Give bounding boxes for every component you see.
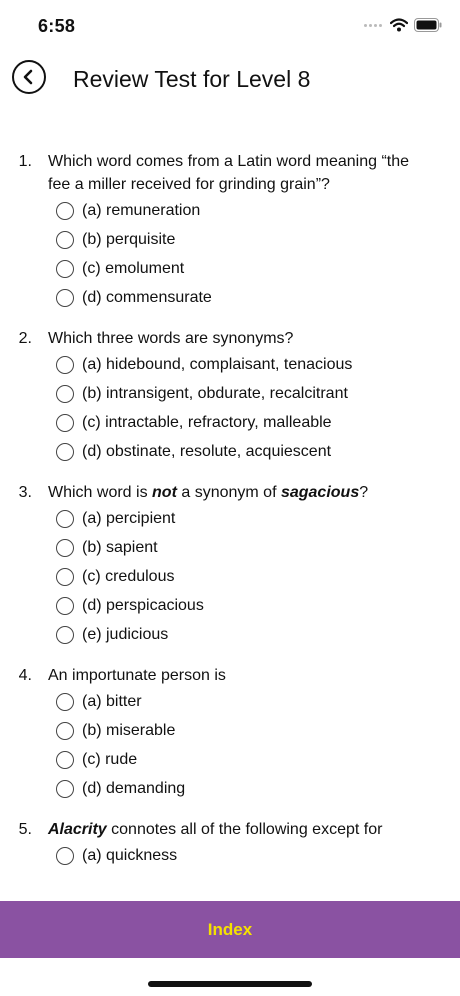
answer-option-label: (a) bitter — [82, 692, 142, 710]
radio-button[interactable] — [56, 722, 74, 740]
emphasized-word: not — [152, 484, 177, 501]
question-number: 4. — [18, 667, 32, 684]
question-number: 5. — [18, 821, 32, 838]
radio-button[interactable] — [56, 847, 74, 865]
question-5 — [0, 818, 460, 870]
answer-option[interactable] — [0, 687, 460, 716]
radio-button[interactable] — [56, 356, 74, 374]
answer-option[interactable] — [0, 283, 460, 312]
radio-button[interactable] — [56, 597, 74, 615]
question-text — [48, 818, 428, 841]
answer-option-label: (d) perspicacious — [82, 596, 204, 614]
answer-option-label: (a) hidebound, complaisant, tenacious — [82, 355, 353, 373]
radio-button[interactable] — [56, 510, 74, 528]
question-prompt — [0, 327, 460, 350]
answer-option[interactable] — [0, 841, 460, 870]
radio-button[interactable] — [56, 414, 74, 432]
answer-option[interactable] — [0, 774, 460, 803]
question-prompt — [0, 150, 460, 196]
radio-button[interactable] — [56, 202, 74, 220]
status-time: 6:58 — [38, 16, 76, 36]
answer-option[interactable] — [0, 716, 460, 745]
radio-button[interactable] — [56, 568, 74, 586]
radio-button[interactable] — [56, 539, 74, 557]
answer-option-label: (a) remuneration — [82, 201, 201, 219]
question-prompt — [0, 664, 460, 687]
answer-option-label: (e) judicious — [82, 625, 169, 643]
question-text-part: Which word comes from a Latin word meaning “the fee a miller received for grinding grain”? — [48, 153, 410, 193]
answer-option-label: (d) commensurate — [82, 288, 212, 306]
answer-option-label: (b) perquisite — [82, 230, 176, 248]
question-number: 2. — [18, 330, 32, 347]
question-2 — [0, 327, 460, 466]
signal-icon — [364, 24, 382, 27]
question-text-part: ? — [359, 484, 369, 501]
answer-option[interactable] — [0, 620, 460, 649]
answer-option[interactable] — [0, 379, 460, 408]
answer-option[interactable] — [0, 408, 460, 437]
answer-option-label: (d) demanding — [82, 779, 186, 797]
radio-button[interactable] — [56, 443, 74, 461]
question-text-part: Which three words are synonyms? — [48, 330, 294, 347]
question-prompt — [0, 481, 460, 504]
chevron-left-icon — [22, 69, 36, 85]
answer-option-label: (c) rude — [82, 750, 138, 768]
question-number: 3. — [18, 484, 32, 501]
radio-button[interactable] — [56, 693, 74, 711]
index-label: Index — [207, 919, 253, 939]
answer-option[interactable] — [0, 225, 460, 254]
answer-option-label: (b) miserable — [82, 721, 176, 739]
answer-option-label: (d) obstinate, resolute, acquiescent — [82, 442, 332, 460]
question-3 — [0, 481, 460, 649]
question-number: 1. — [18, 153, 32, 170]
answer-option[interactable] — [0, 437, 460, 466]
radio-button[interactable] — [56, 289, 74, 307]
emphasized-word: sagacious — [280, 484, 360, 501]
back-button[interactable] — [12, 60, 46, 94]
home-indicator[interactable] — [148, 981, 312, 987]
radio-button[interactable] — [56, 260, 74, 278]
question-text-part: Which word is — [48, 484, 153, 501]
question-4 — [0, 664, 460, 803]
radio-button[interactable] — [56, 231, 74, 249]
status-icons — [364, 18, 442, 32]
answer-option[interactable] — [0, 591, 460, 620]
answer-option[interactable] — [0, 562, 460, 591]
status-bar — [0, 0, 460, 50]
battery-icon — [414, 18, 442, 32]
wifi-icon — [390, 18, 408, 32]
answer-option[interactable] — [0, 745, 460, 774]
question-list[interactable] — [0, 150, 460, 900]
radio-button[interactable] — [56, 385, 74, 403]
answer-option-label: (c) emolument — [82, 259, 185, 277]
answer-option[interactable] — [0, 350, 460, 379]
radio-button[interactable] — [56, 626, 74, 644]
question-text-part: An importunate person is — [48, 667, 226, 684]
question-text — [48, 150, 428, 196]
answer-option-label: (c) intractable, refractory, malleable — [82, 413, 332, 431]
page-title: Review Test for Level 8 — [73, 66, 311, 92]
question-text-part: a synonym of — [176, 484, 281, 501]
answer-option[interactable] — [0, 196, 460, 225]
question-text — [48, 481, 428, 504]
emphasized-word: Alacrity — [48, 821, 107, 838]
answer-option-label: (c) credulous — [82, 567, 175, 585]
answer-option-label: (b) intransigent, obdurate, recalcitrant — [82, 384, 348, 402]
question-text-part: connotes all of the following except for — [106, 821, 383, 838]
answer-option-label: (a) quickness — [82, 846, 178, 864]
radio-button[interactable] — [56, 780, 74, 798]
index-button[interactable] — [0, 901, 460, 958]
radio-button[interactable] — [56, 751, 74, 769]
answer-option[interactable] — [0, 254, 460, 283]
question-text — [48, 327, 428, 350]
answer-option[interactable] — [0, 504, 460, 533]
question-prompt — [0, 818, 460, 841]
answer-option-label: (b) sapient — [82, 538, 158, 556]
question-1 — [0, 150, 460, 312]
answer-option-label: (a) percipient — [82, 509, 176, 527]
answer-option[interactable] — [0, 533, 460, 562]
nav-bar — [0, 56, 460, 106]
question-text — [48, 664, 428, 687]
